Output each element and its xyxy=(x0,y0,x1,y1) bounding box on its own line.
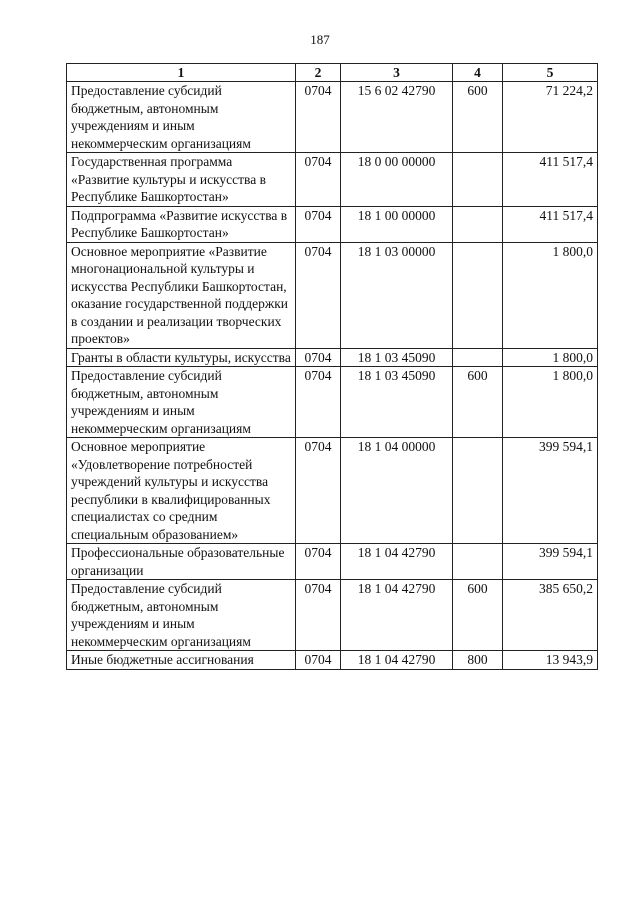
row-type xyxy=(453,153,503,207)
row-amount: 1 800,0 xyxy=(503,367,598,438)
row-section: 0704 xyxy=(296,153,341,207)
row-type: 600 xyxy=(453,82,503,153)
row-target: 18 1 04 42790 xyxy=(341,580,453,651)
row-name: Основное мероприятие «Удовлетворение потребностей учреждений культуры и искусства республики в квалифицированных специалистах со средним специальным образованием» xyxy=(67,438,296,544)
row-amount: 71 224,2 xyxy=(503,82,598,153)
row-target: 18 1 04 42790 xyxy=(341,544,453,580)
row-type xyxy=(453,348,503,367)
row-section: 0704 xyxy=(296,206,341,242)
row-target: 18 1 04 00000 xyxy=(341,438,453,544)
row-section: 0704 xyxy=(296,580,341,651)
row-type: 600 xyxy=(453,580,503,651)
table-row xyxy=(67,242,598,348)
row-name: Иные бюджетные ассигнования xyxy=(67,651,296,670)
row-amount: 1 800,0 xyxy=(503,242,598,348)
table-row xyxy=(67,580,598,651)
column-header-amount: 5 xyxy=(503,64,598,82)
row-target: 18 1 03 45090 xyxy=(341,348,453,367)
row-amount: 1 800,0 xyxy=(503,348,598,367)
row-type xyxy=(453,544,503,580)
page-number: 187 xyxy=(310,32,330,47)
row-amount: 385 650,2 xyxy=(503,580,598,651)
row-section: 0704 xyxy=(296,544,341,580)
table-row xyxy=(67,82,598,153)
row-name: Предоставление субсидий бюджетным, автономным учреждениям и иным некоммерческим организациям xyxy=(67,82,296,153)
row-type: 600 xyxy=(453,367,503,438)
row-amount: 399 594,1 xyxy=(503,438,598,544)
row-amount: 399 594,1 xyxy=(503,544,598,580)
row-target: 18 1 03 00000 xyxy=(341,242,453,348)
row-section: 0704 xyxy=(296,242,341,348)
table-header-row xyxy=(67,64,598,82)
column-header-target: 3 xyxy=(341,64,453,82)
row-type xyxy=(453,242,503,348)
row-target: 18 1 03 45090 xyxy=(341,367,453,438)
row-name: Предоставление субсидий бюджетным, автономным учреждениям и иным некоммерческим организациям xyxy=(67,580,296,651)
budget-table xyxy=(66,63,598,670)
row-name: Предоставление субсидий бюджетным, автономным учреждениям и иным некоммерческим организациям xyxy=(67,367,296,438)
row-amount: 411 517,4 xyxy=(503,153,598,207)
row-type: 800 xyxy=(453,651,503,670)
column-header-section: 2 xyxy=(296,64,341,82)
row-target: 18 1 04 42790 xyxy=(341,651,453,670)
row-name: Гранты в области культуры, искусства xyxy=(67,348,296,367)
row-name: Профессиональные образовательные организации xyxy=(67,544,296,580)
row-target: 15 6 02 42790 xyxy=(341,82,453,153)
table-row xyxy=(67,651,598,670)
row-amount: 411 517,4 xyxy=(503,206,598,242)
row-section: 0704 xyxy=(296,367,341,438)
column-header-type: 4 xyxy=(453,64,503,82)
row-amount: 13 943,9 xyxy=(503,651,598,670)
table-row xyxy=(67,367,598,438)
row-name: Государственная программа «Развитие культуры и искусства в Республике Башкортостан» xyxy=(67,153,296,207)
row-name: Основное мероприятие «Развитие многонациональной культуры и искусства Республики Башкортостан, оказание государственной поддержки в создании и реализации творческих проектов» xyxy=(67,242,296,348)
row-section: 0704 xyxy=(296,651,341,670)
row-type xyxy=(453,206,503,242)
table-row xyxy=(67,438,598,544)
table-row xyxy=(67,544,598,580)
column-header-name: 1 xyxy=(67,64,296,82)
row-section: 0704 xyxy=(296,438,341,544)
row-target: 18 1 00 00000 xyxy=(341,206,453,242)
table-row xyxy=(67,153,598,207)
row-name: Подпрограмма «Развитие искусства в Республике Башкортостан» xyxy=(67,206,296,242)
table-row xyxy=(67,206,598,242)
row-section: 0704 xyxy=(296,82,341,153)
table-row xyxy=(67,348,598,367)
row-section: 0704 xyxy=(296,348,341,367)
row-type xyxy=(453,438,503,544)
row-target: 18 0 00 00000 xyxy=(341,153,453,207)
